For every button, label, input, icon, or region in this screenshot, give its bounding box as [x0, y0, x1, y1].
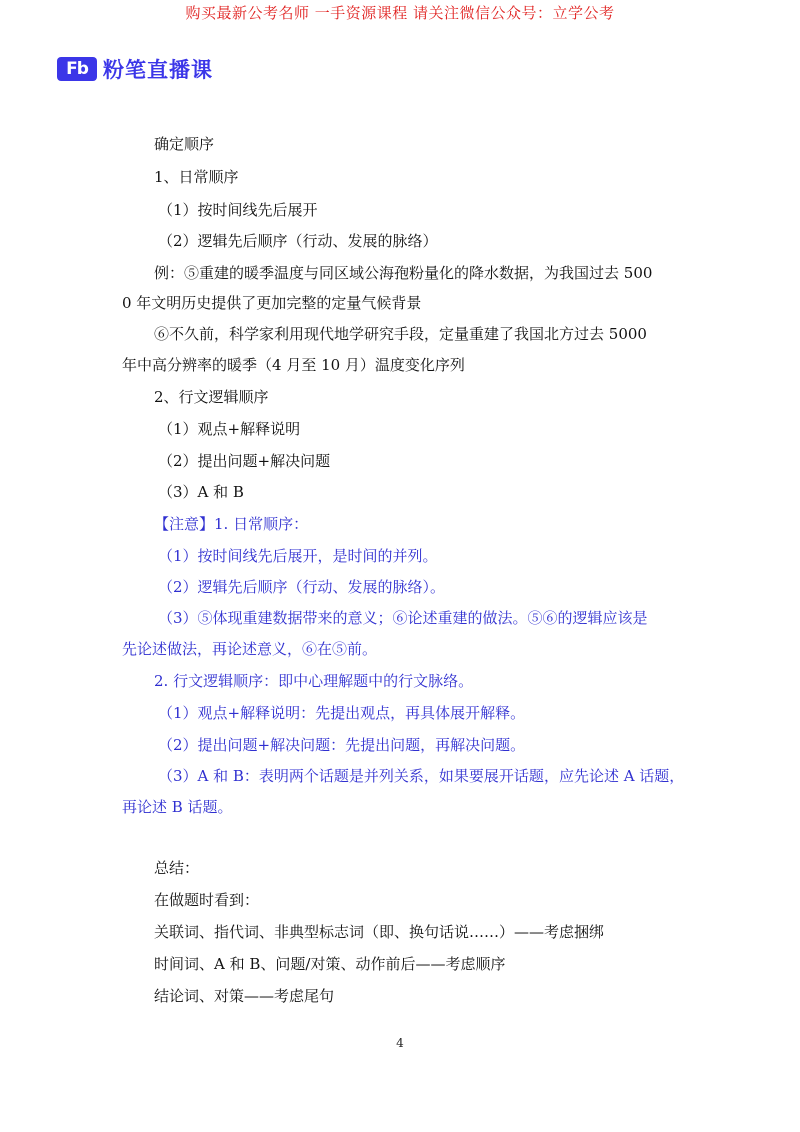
summary-text: 结论词、对策——考虑尾句 [154, 987, 335, 1005]
note-item: （1）观点+解释说明：先提出观点，再具体展开解释。 [158, 704, 526, 722]
list-item: （2）逻辑先后顺序（行动、发展的脉络） [158, 232, 438, 250]
note-heading: 【注意】1. 日常顺序： [154, 515, 309, 533]
heading-logic-order: 2、行文逻辑顺序 [154, 388, 269, 406]
list-item: （1）按时间线先后展开 [158, 201, 318, 219]
section-title: 确定顺序 [154, 135, 215, 153]
note-heading: 2. 行文逻辑顺序：即中心理解题中的行文脉络。 [154, 672, 474, 690]
note-item-cont: 先论述做法，再论述意义，⑥在⑤前。 [122, 640, 378, 658]
list-item: （3）A 和 B [158, 483, 244, 501]
page-number: 4 [396, 1036, 404, 1050]
summary-text: 时间词、A 和 B、问题/对策、动作前后——考虑顺序 [154, 955, 506, 973]
brand-header [57, 53, 213, 85]
example-paragraph: ⑥不久前，科学家利用现代地学研究手段，定量重建了我国北方过去 5000 [154, 325, 647, 343]
fenbi-logo-icon: Fb [57, 57, 97, 81]
list-item: （2）提出问题+解决问题 [158, 452, 331, 470]
top-banner: 购买最新公考名师 一手资源课程 请关注微信公众号：立学公考 [185, 4, 615, 22]
brand-name: 粉笔直播课 [103, 58, 213, 82]
example-paragraph: 例：⑤重建的暖季温度与同区域公海孢粉量化的降水数据，为我国过去 500 [154, 264, 653, 282]
note-item-cont: 再论述 B 话题。 [122, 798, 233, 816]
note-item: （2）提出问题+解决问题：先提出问题，再解决问题。 [158, 736, 526, 754]
example-paragraph-cont: 0 年文明历史提供了更加完整的定量气候背景 [122, 294, 422, 312]
note-item: （2）逻辑先后顺序（行动、发展的脉络）。 [158, 578, 446, 596]
example-paragraph-cont: 年中高分辨率的暖季（4 月至 10 月）温度变化序列 [122, 356, 465, 374]
heading-daily-order: 1、日常顺序 [154, 168, 239, 186]
summary-text: 在做题时看到： [154, 891, 260, 909]
list-item: （1）观点+解释说明 [158, 420, 301, 438]
note-item: （3）A 和 B：表明两个话题是并列关系，如果要展开话题，应先论述 A 话题， [158, 767, 685, 785]
summary-text: 关联词、指代词、非典型标志词（即、换句话说……）——考虑捆绑 [154, 923, 605, 941]
note-item: （1）按时间线先后展开，是时间的并列。 [158, 547, 438, 565]
summary-heading: 总结： [154, 859, 200, 877]
note-item: （3）⑤体现重建数据带来的意义；⑥论述重建的做法。⑤⑥的逻辑应该是 [158, 609, 648, 627]
